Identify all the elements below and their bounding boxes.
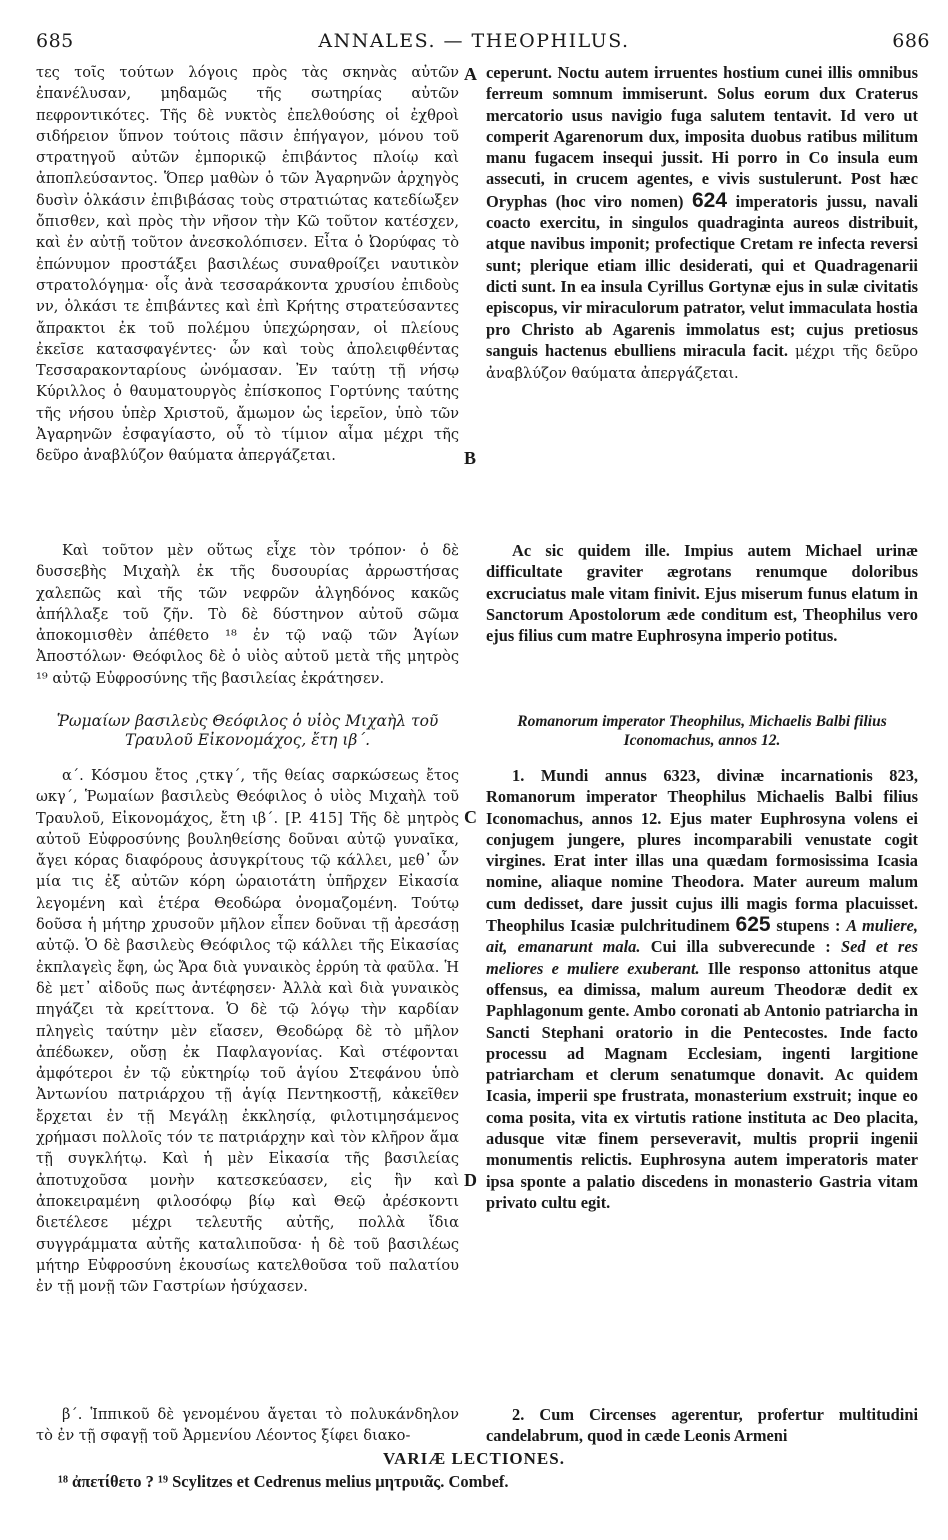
greek-block-3: α΄. Κόσμου ἔτος ͵ςτκγ΄, τῆς θείας σαρκώσεως ἔτος ωκγ΄, Ῥωμαίων βασιλεὺς Θεόφιλος ὁ υἱὸς Μιχαὴλ τοῦ Τραυλοῦ, Εἰκονομάχος, ἔτη ιβ΄. [P. 415] Τῆς δὲ μητρὸς αὐτοῦ Εὐφροσύνης βουληθείσης δοῦναι αὐτῷ γυναῖκα, ἄγει κόρας διαφόρους ἀσυγκρίτους τῷ κάλλει, μεθ᾽ ὧν μία τις ἐξ αὐτῶν κόρη ὡραιοτάτη ὑπῆρχεν Εἰκασία λεγομένη καὶ ἑτέρα Θεοδώρα ὀνομαζομένη. Τούτῳ δοῦσα ἡ μήτηρ χρυσοῦν μῆλον εἶπεν δοῦναι τῇ ἀρεσάσῃ αὐτῷ. Ὁ δὲ βασιλεὺς Θεόφιλος τῷ κάλλει τῆς Εἰκασίας ἐκπλαγεὶς ἔφη, ὡς Ἄρα διὰ γυναικὸς ἐρρύη τὰ φαῦλα. Ἡ δὲ μετ᾽ αἰδοῦς πως ἀντέφησεν· Ἀλλὰ καὶ διὰ γυναικὸς πηγάζει τὰ κρείττονα. Ὁ δὲ τῷ λόγῳ τὴν καρδίαν πληγεὶς ταύτην μὲν εἴασεν, Θεοδώρᾳ δὲ τὸ μῆλον ἀπέδωκεν, οὔσῃ ἐκ Παφλαγονίας. Καὶ στέφονται ἀμφότεροι ἐν τῷ εὐκτηρίῳ τοῦ ἁγίου Στεφάνου ὑπὸ Ἀντωνίου πατριάρχου τῇ ἁγίᾳ Πεντηκοστῇ, κἀκεῖθεν ἔρχεται ἐν τῇ Μεγάλῃ ἐκκλησίᾳ, φιλοτιμησάμενος χρήμασι πολλοῖς τόν τε πατριάρχην καὶ τὸν κλῆρον ἅμα τῇ συγκλήτῳ. Καὶ ἡ μὲν Εἰκασία τῆς βασιλείας ἀποτυχοῦσα μονὴν κατεσκεύασεν, εἰς ἣν καὶ ἀποκειραμένη φιλοσόφῳ βίῳ καὶ Θεῷ ἀρέσκοντι διετέλεσε μέχρι τελευτῆς αὐτῆς, πολλὰ ἴδια συγγράμματα αὐτῆς καταλιποῦσα· ἡ δὲ τοῦ βασιλέως μήτηρ Εὐφροσύνη ἑκουσίως κατελθοῦσα τοῦ παλατίου ἐν τῇ μονῇ τῶν Γαστρίων ἡσύχασεν. bbox=[36, 767, 459, 1296]
latin-block-3 bbox=[486, 765, 918, 1213]
latin-block-3c: Cui illa subverecunde : bbox=[650, 937, 831, 957]
margin-marker-b: B bbox=[464, 448, 477, 468]
column-number-624: 624 bbox=[692, 188, 728, 212]
latin-block-1b: imperatoris jussu, navali coacto exercitu, in singulos quadraginta aureos distribuit, atque navibus imponit; profectique Cretam re infecta reversi sunt; plerique etiam illic desiderati, qui et Quadragenarii dicti sunt. In ea insula Cyrillus Gortynæ ejus in sulæ civitatis episcopus, vir miraculorum patrator, velut immaculata hostia pro Christo ab Agarenis immolatus est; cujus pretiosus sanguis hactenus ebulliens miracula facit. bbox=[486, 191, 918, 360]
margin-marker-d: D bbox=[464, 1170, 477, 1190]
greek-block-1: τες τοῖς τούτων λόγοις πρὸς τὰς σκηνὰς αὐτῶν ἐπανέλυσαν, μηδαμῶς τῆς σωτηρίας αὐτῶν πεφροντικότες. Τῆς δὲ νυκτὸς ἐπελθούσης οἱ ἐχθροὶ σιδήρειον ὕπνον τούτοις πᾶσιν ἐπήγαγον, μόνου τοῦ στρατηγοῦ αὐτῶν ἐμπορικῷ ἐπιβάντος πλοίῳ καὶ ἀποπλεύσαντος. Ὅπερ μαθὼν ὁ τῶν Ἀγαρηνῶν ἀρχηγὸς δυσὶν ὁλκάσιν ἐπιβιβάσας τοὺς στρατιώτας κατεδίωξεν ὄπισθεν, καὶ πρὸς τὴν νῆσον τὴν Κῶ τοῦτον κατέσχεν, καὶ ἐν αὐτῇ τοῦτον ἀνεσκολόπισεν. Εἶτα ὁ Ὠορύφας τὸ ἐπώνυμον προστάξει βασιλέως συναθροίζει ναυτικὸν στρατολόγημα· οἷς ἀνὰ τεσσαράκοντα χρυσίου ἐπιδοὺς νν, ὁλκάσι τε ἐπιβάντες καὶ ἐπὶ Κρήτης στρατεύσαντες ἄπρακτοι ἐκ τοῦ πολέμου ὑπεχώρησαν, οἱ πλείους ἐκεῖσε κατασφαγέντες· ὧν καὶ τοὺς ἀπολειφθέντας Τεσσαρακονταρίους ὠνόμασαν. Ἐν ταύτῃ τῇ νήσῳ Κύριλλος ὁ θαυματουργὸς ἐπίσκοπος Γορτύνης ταύτης τῆς νήσου ὑπὲρ Χριστοῦ, ἄμωμον ὡς ἱερεῖον, ὑπὸ τῶν Ἀγαρηνῶν ἐσφαγίαστο, οὗ τὸ τίμιον αἷμα μέχρι τῆς δεῦρο ἀναβλύζον θαύματα ἀπεργάζεται. bbox=[36, 64, 459, 465]
latin-block-1 bbox=[486, 62, 918, 384]
latin-block-3a: 1. Mundi annus 6323, divinæ incarnationis 823, Romanorum imperator Theophilus Michaelis Balbi filius Iconomachus, annos 12. Ejus mater Euphrosyna volens ei conjugem jungere, plures incomparabili venustate cogit virgines. Erat inter illas una quædam formosissima Icasia nomine, aliaque nomine Theodora. Mater aureum malum cum dedisset, dare jussit cujus illi magis forma placuisset. Theophilus Icasiæ pulchritudinem bbox=[486, 766, 918, 936]
latin-block-3d: Ille responso attonitus atque offensus, ea dimissa, malum aureum Theodoræ dedit ex Paphlagonum gente. Ambo coronati ab Antonio patriarcha in Sancti Stephani oratorio in die Pentecostes. Inde facto processu ad Magnam Ecclesiam, ingenti largitione patriarcham et clerum senatumque donavit. Ac quidem Icasia, imperii spe frustrata, monasterium exstruit; inque eo coma posita, vita ex virtutis ratione instituta ac Deo placita, adusque vitæ finem perseveravit, multis proprii ingenii monumentis relictis. Euphrosyna autem imperatoris mater ipsa sponte a palatio discedens in monasterio Gastria vitam privato cultu egit. bbox=[486, 958, 918, 1212]
column-number-625: 625 bbox=[735, 913, 771, 937]
latin-quote-1: A muliere, ait, emanarunt mala. bbox=[486, 916, 918, 957]
latin-block-2: Ac sic quidem ille. Impius autem Michael urinæ difficultate graviter ægrotans renumque doloribus excruciatus male vitam finivit. Ejus miserum funus elatum in Sanctorum Apostolorum æde conditum est, Theophilus vero ejus filius cum matre Euphrosyna imperio potitus. bbox=[486, 541, 918, 646]
running-title: ANNALES. — THEOPHILUS. bbox=[318, 30, 630, 52]
latin-block-1a: ceperunt. Noctu autem irruentes hostium cunei illis omnibus ferreum somnum immiserunt. Solus eorum dux Craterus mercatorio usus navigio fuga salutem tentavit. Id vero ut comperit Agarenorum dux, imposita duobus ratibus militum manu fugacem insequi jussit. Hi porro in Co insula eum assecuti, in crucem agentes, e vivis sustulerunt. Post hæc Oryphas (hoc viro nomen) bbox=[486, 63, 918, 211]
greek-section-heading: Ῥωμαίων βασιλεὺς Θεόφιλος ὁ υἱὸς Μιχαὴλ τοῦ Τραυλοῦ Εἰκονομάχος, ἔτη ιβ΄. bbox=[56, 712, 439, 749]
variae-lectiones-notes: ¹⁸ ἀπετίθετο ? ¹⁹ Scylitzes et Cedrenus melius μητρυιᾶς. Combef. bbox=[58, 1472, 509, 1491]
latin-quote-2: Sed et res meliores e muliere exuberant. bbox=[486, 937, 918, 978]
margin-marker-a: A bbox=[464, 64, 477, 84]
greek-block-4: β΄. Ἱππικοῦ δὲ γενομένου ἄγεται τὸ πολυκάνδηλον τὸ ἐν τῇ σφαγῇ τοῦ Ἀρμενίου Λέοντος ξίφει διακο- bbox=[36, 1406, 459, 1445]
latin-greek-tail: μέχρι τῆς δεῦρο ἀναβλύζον θαύματα ἀπεργάζεται. bbox=[486, 342, 918, 383]
latin-section-heading: Romanorum imperator Theophilus, Michaelis Balbi filius Iconomachus, annos 12. bbox=[517, 713, 887, 749]
right-page-number: 686 bbox=[892, 30, 930, 52]
greek-block-2: Καὶ τοῦτον μὲν οὕτως εἶχε τὸν τρόπον· ὁ δὲ δυσσεβὴς Μιχαὴλ ἐκ τῆς δυσουρίας ἀρρωστήσας χαλεπῶς καὶ τῆς τῶν νεφρῶν ἀλγηδόνος κακῶς ἀπήλλαξε τοῦ ζῆν. Τὸ δὲ δύστηνον αὐτοῦ σῶμα ἀποκομισθὲν ἀπέθετο ¹⁸ ἐν τῷ ναῷ τῶν Ἁγίων Ἀποστόλων· Θεόφιλος δὲ ὁ υἱὸς αὐτοῦ μετὰ τῆς μητρὸς ¹⁹ αὐτῷ Εὐφροσύνης τῆς βασιλείας ἐκράτησεν. bbox=[36, 542, 459, 687]
latin-block-3b: stupens : bbox=[776, 916, 841, 936]
variae-lectiones-title: VARIÆ LECTIONES. bbox=[383, 1449, 565, 1468]
latin-block-4: 2. Cum Circenses agerentur, profertur multitudini candelabrum, quod in cæde Leonis Armeni bbox=[486, 1405, 918, 1446]
margin-marker-c: C bbox=[464, 807, 477, 827]
left-page-number: 685 bbox=[36, 30, 74, 52]
